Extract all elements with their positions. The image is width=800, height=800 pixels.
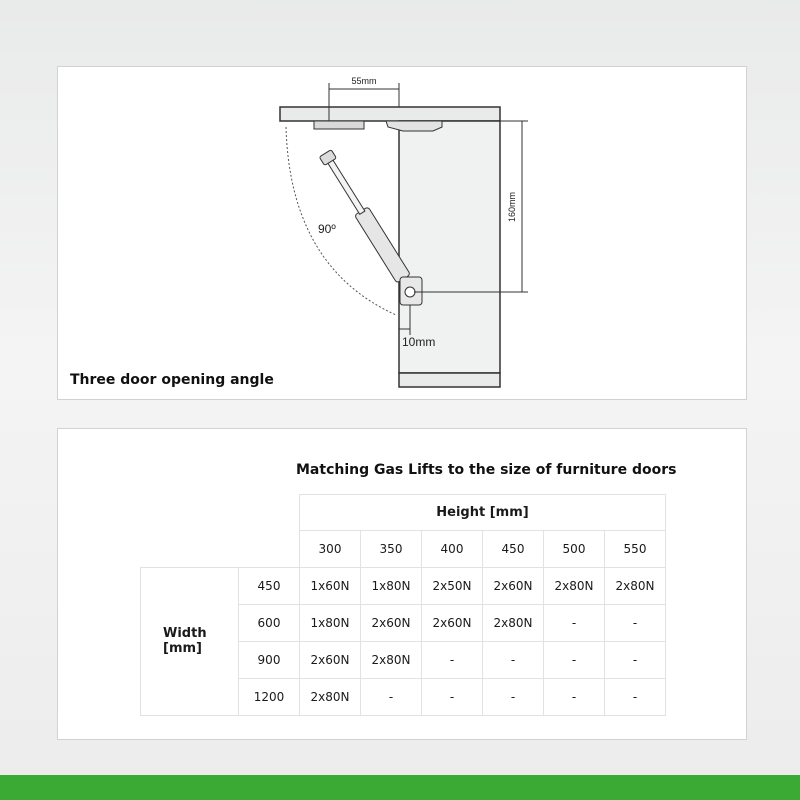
table-cell: -	[605, 604, 666, 641]
height-value: 550	[605, 531, 666, 568]
table-cell: 2x80N	[300, 678, 361, 715]
width-value: 900	[239, 641, 300, 678]
gas-lift-diagram	[58, 67, 748, 401]
table-cell: 2x50N	[422, 567, 483, 604]
table-cell: -	[422, 678, 483, 715]
opening-arc	[286, 127, 396, 315]
table-cell: 1x60N	[300, 567, 361, 604]
diagram-caption: Three door opening angle	[70, 372, 274, 388]
strut-piston	[327, 159, 365, 215]
height-value: 500	[544, 531, 605, 568]
table-panel	[57, 428, 747, 740]
width-header: Width [mm]	[141, 567, 239, 715]
table-cell: 2x80N	[605, 567, 666, 604]
table-cell: 2x60N	[422, 604, 483, 641]
table-row	[141, 567, 666, 604]
table-cell: 2x80N	[483, 604, 544, 641]
table-cell: -	[544, 678, 605, 715]
table-cell: 1x80N	[300, 604, 361, 641]
width-value: 1200	[239, 678, 300, 715]
table-cell: -	[544, 641, 605, 678]
gas-lift-table	[140, 494, 666, 716]
height-values-row	[141, 531, 666, 568]
height-value: 400	[422, 531, 483, 568]
width-value: 450	[239, 567, 300, 604]
table-cell: 1x80N	[361, 567, 422, 604]
width-value: 600	[239, 604, 300, 641]
cabinet-bottom-board	[399, 373, 500, 387]
dim-55-label: 55mm	[351, 76, 377, 86]
dim-160-label: 160mm	[507, 191, 517, 223]
table-cell: 2x80N	[361, 641, 422, 678]
gas-strut	[318, 149, 410, 283]
cabinet-top-board	[280, 107, 500, 121]
table-cell: -	[361, 678, 422, 715]
strut-pivot	[405, 287, 415, 297]
table-cell: -	[483, 641, 544, 678]
height-value: 350	[361, 531, 422, 568]
table-header-row	[141, 495, 666, 531]
table-cell: -	[422, 641, 483, 678]
height-header: Height [mm]	[300, 495, 666, 531]
table-cell: -	[605, 678, 666, 715]
mount-plate	[314, 121, 364, 129]
table-cell: -	[605, 641, 666, 678]
height-value: 300	[300, 531, 361, 568]
height-value: 450	[483, 531, 544, 568]
hinge-bracket	[386, 121, 442, 131]
diagram-panel	[57, 66, 747, 400]
table-cell: -	[483, 678, 544, 715]
dim-10-label: 10mm	[402, 335, 436, 349]
table-title: Matching Gas Lifts to the size of furniture doors	[296, 462, 677, 478]
table-cell: -	[544, 604, 605, 641]
table-cell: 2x60N	[300, 641, 361, 678]
table-cell: 2x80N	[544, 567, 605, 604]
angle-label: 90º	[318, 222, 336, 236]
accent-bar	[0, 775, 800, 800]
table-cell: 2x60N	[361, 604, 422, 641]
table-cell: 2x60N	[483, 567, 544, 604]
